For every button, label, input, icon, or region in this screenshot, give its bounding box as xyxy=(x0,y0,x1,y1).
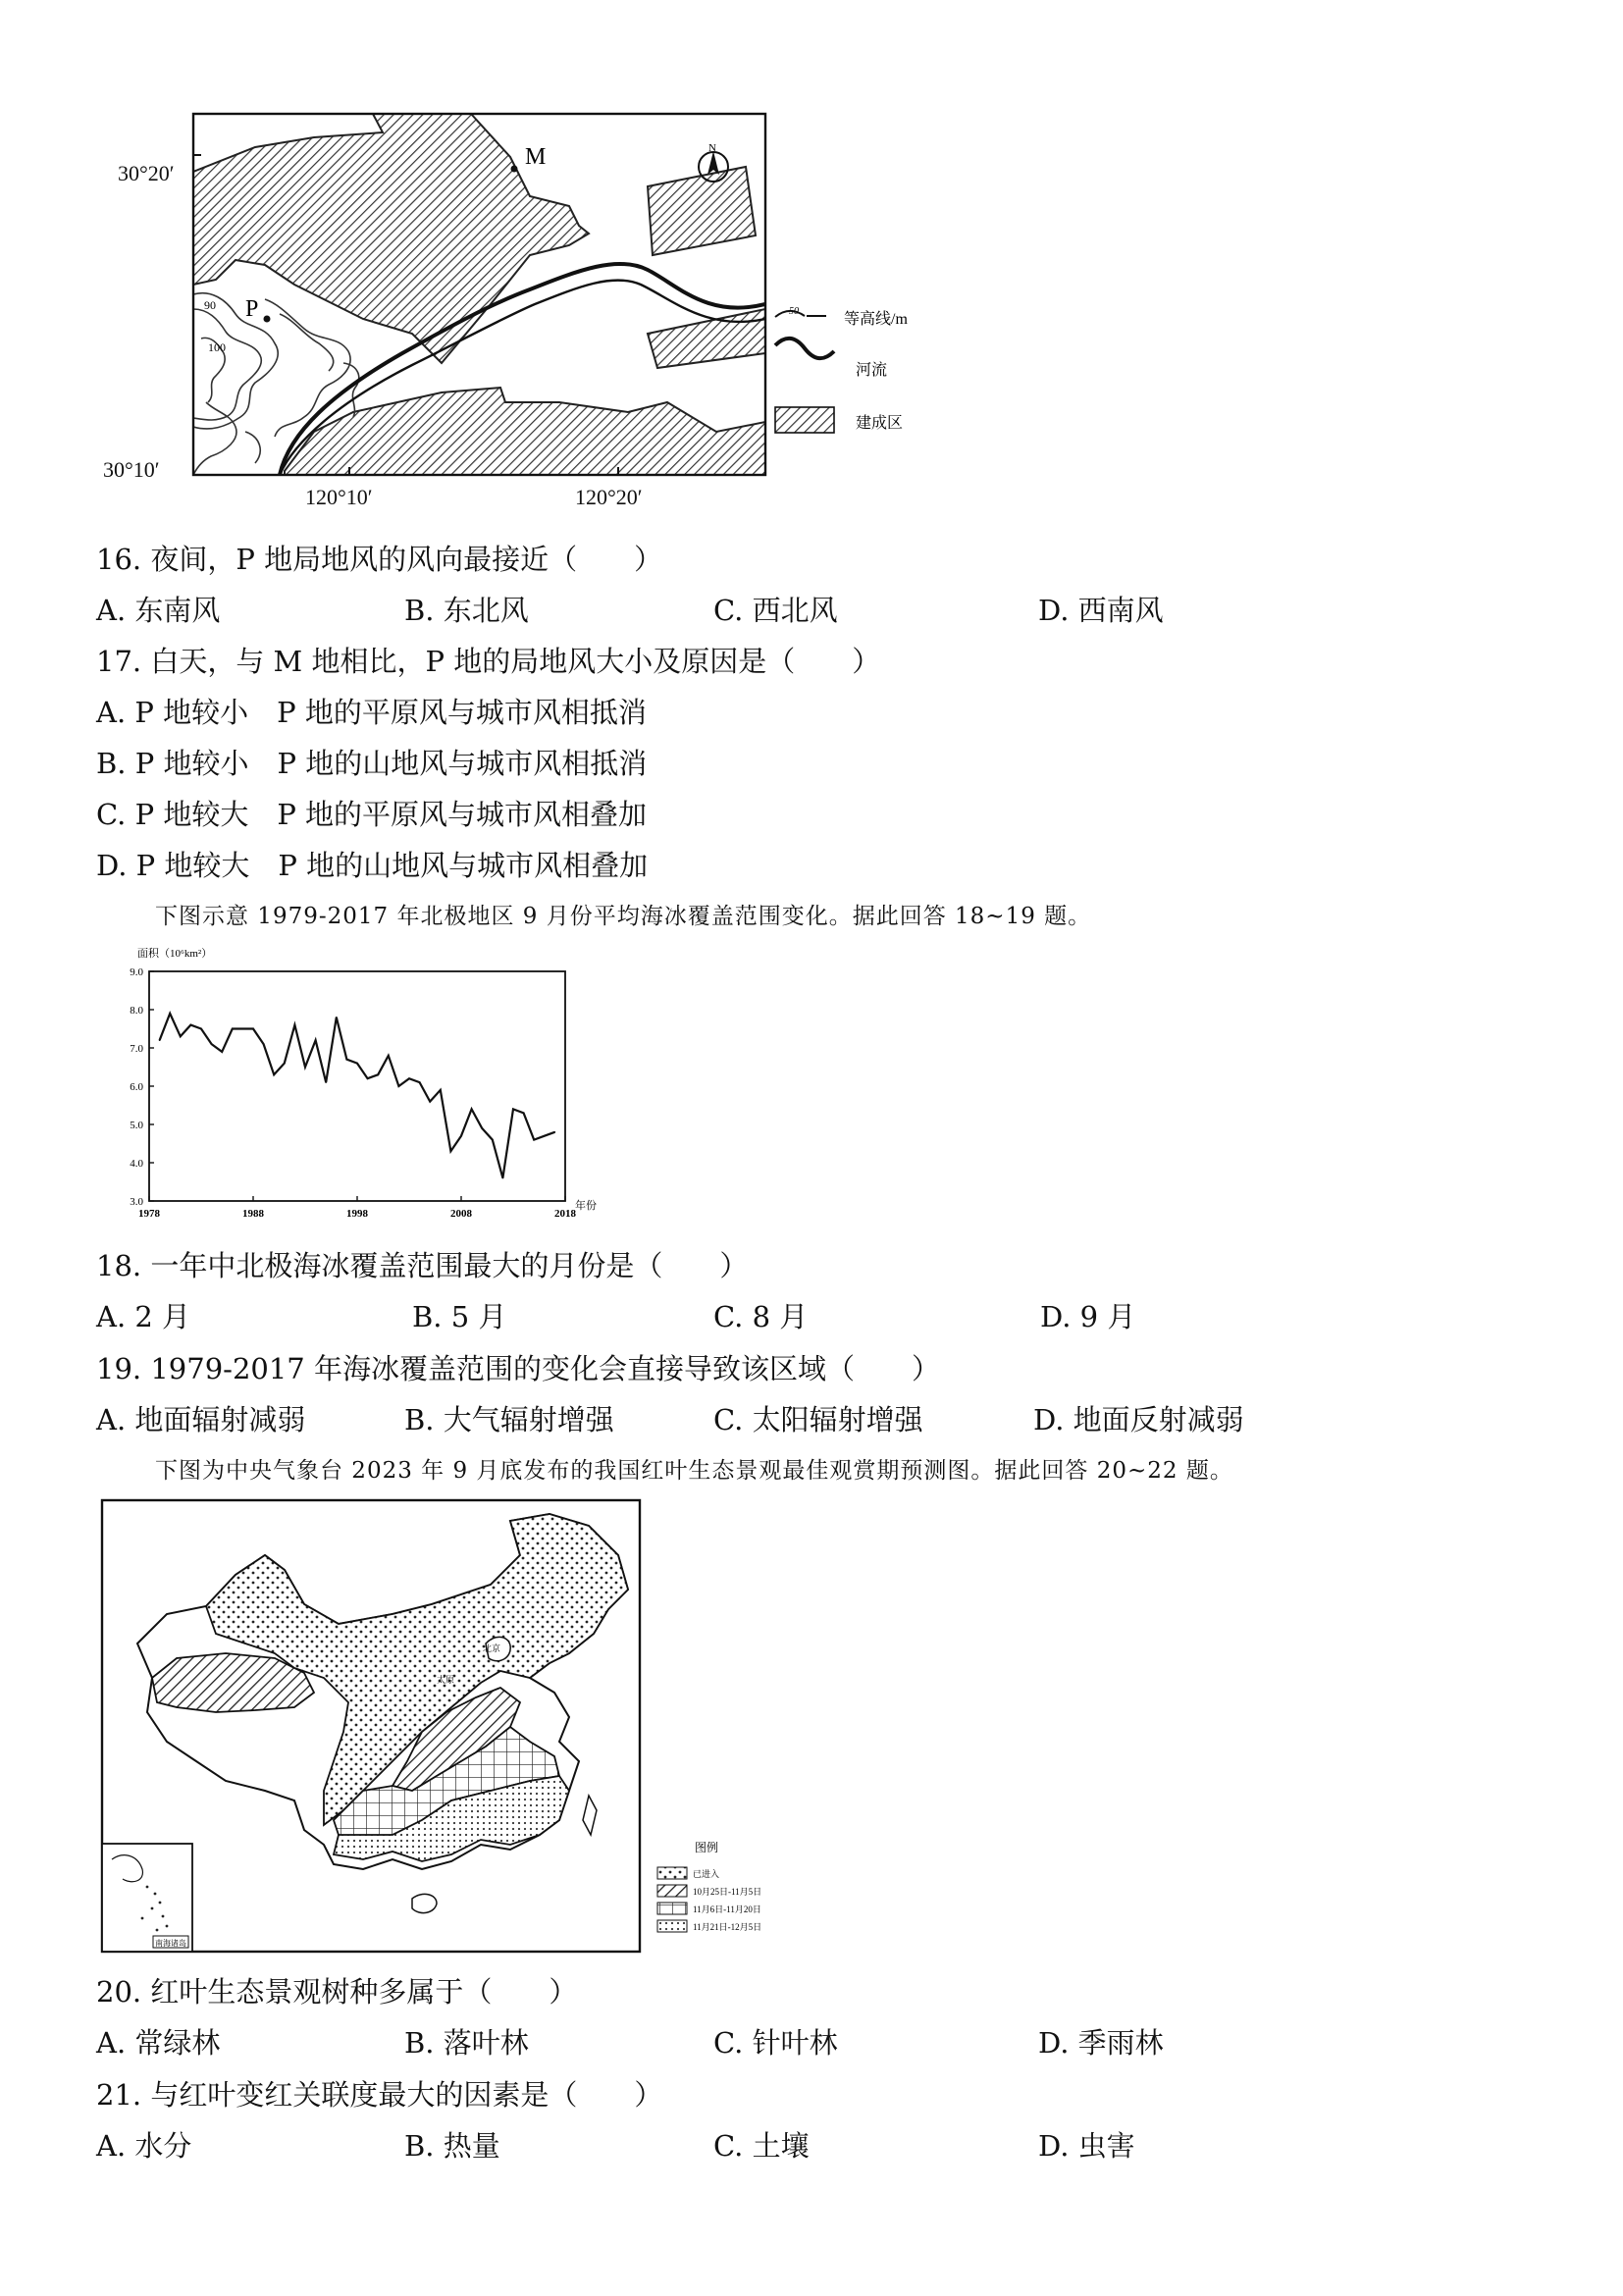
y-tick-label: 7.0 xyxy=(130,1043,143,1055)
map2-legend xyxy=(657,1840,761,1932)
legend-oct25-label: 10月25日-11月5日 xyxy=(693,1887,762,1897)
hainan-island xyxy=(412,1894,437,1912)
q17-option-a[interactable]: A. P 地较小 P 地的平原风与城市风相抵消 xyxy=(96,696,647,729)
lon-right-label: 120°20′ xyxy=(575,485,643,509)
legend-nov21-label: 11月21日-12月5日 xyxy=(693,1922,762,1932)
q16-option-a[interactable]: A. 东南风 xyxy=(96,594,221,627)
q21-option-b[interactable]: B. 热量 xyxy=(404,2129,500,2163)
point-p-label: P xyxy=(245,296,259,322)
chart-frame xyxy=(149,971,565,1201)
lat-top-label: 30°20′ xyxy=(118,161,175,185)
inset-label: 南海诸岛 xyxy=(155,1939,186,1948)
intro-18-19: 下图示意 1979-2017 年北极地区 9 月份平均海冰覆盖范围变化。据此回答 18~19 题。 xyxy=(155,904,1092,929)
y-tick-label: 3.0 xyxy=(130,1196,143,1208)
city-taiyuan: 太原 xyxy=(437,1675,455,1685)
q16-option-d[interactable]: D. 西南风 xyxy=(1038,594,1164,627)
q17-option-d[interactable]: D. P 地较大 P 地的山地风与城市风相叠加 xyxy=(96,849,649,882)
svg-text:50: 50 xyxy=(789,306,799,317)
legend-entered-swatch xyxy=(657,1867,687,1879)
legend-nov21-swatch xyxy=(657,1920,687,1932)
built-area-ne xyxy=(648,167,756,255)
chart-ylabel: 面积（10⁶km²） xyxy=(137,948,213,960)
legend-oct25-swatch xyxy=(657,1885,687,1897)
point-m-dot xyxy=(511,166,518,173)
chart-xlabel: 年份 xyxy=(575,1200,597,1212)
legend-title: 图例 xyxy=(695,1841,719,1854)
q16-option-c[interactable]: C. 西北风 xyxy=(713,594,838,627)
legend-river-label: 河流 xyxy=(856,362,888,379)
question-19-stem: 19. 1979-2017 年海冰覆盖范围的变化会直接导致该区域（ ） xyxy=(96,1352,940,1385)
sea-ice-chart xyxy=(108,942,638,1226)
question-18-stem: 18. 一年中北极海冰覆盖范围最大的月份是（ ） xyxy=(96,1249,749,1282)
q20-option-a[interactable]: A. 常绿林 xyxy=(96,2026,221,2060)
q17-option-b[interactable]: B. P 地较小 P 地的山地风与城市风相抵消 xyxy=(96,747,648,780)
q18-option-c[interactable]: C. 8 月 xyxy=(713,1300,809,1333)
q16-option-b[interactable]: B. 东北风 xyxy=(404,594,529,627)
topo-map xyxy=(103,108,942,509)
x-tick-label: 2018 xyxy=(554,1208,576,1220)
q19-option-d[interactable]: D. 地面反射减弱 xyxy=(1033,1403,1244,1436)
chart-series-line xyxy=(160,1014,555,1178)
q20-option-d[interactable]: D. 季雨林 xyxy=(1038,2026,1164,2060)
question-21-stem: 21. 与红叶变红关联度最大的因素是（ ） xyxy=(96,2078,663,2112)
sea-ice-chart-svg xyxy=(108,942,638,1226)
q21-option-d[interactable]: D. 虫害 xyxy=(1038,2129,1135,2163)
y-tick-label: 5.0 xyxy=(130,1120,143,1131)
map-legend xyxy=(775,306,908,433)
y-tick-label: 9.0 xyxy=(130,966,143,978)
legend-contour-label: 等高线/m xyxy=(844,311,908,328)
x-tick-label: 1998 xyxy=(346,1208,368,1220)
city-beijing: 北京 xyxy=(483,1644,501,1653)
legend-built-icon xyxy=(775,407,834,433)
point-p-dot xyxy=(264,316,271,323)
q18-option-b[interactable]: B. 5 月 xyxy=(412,1300,507,1333)
q19-option-c[interactable]: C. 太阳辐射增强 xyxy=(713,1403,923,1436)
legend-nov6-label: 11月6日-11月20日 xyxy=(693,1905,761,1914)
y-tick-label: 8.0 xyxy=(130,1005,143,1017)
question-16-stem: 16. 夜间，P 地局地风的风向最接近（ ） xyxy=(96,543,663,576)
y-tick-label: 6.0 xyxy=(130,1081,143,1093)
china-map xyxy=(98,1496,805,1957)
topo-map-svg xyxy=(118,108,942,481)
svg-text:N: N xyxy=(708,142,716,154)
question-20-stem: 20. 红叶生态景观树种多属于（ ） xyxy=(96,1975,578,2009)
question-17-stem: 17. 白天，与 M 地相比，P 地的局地风大小及原因是（ ） xyxy=(96,645,881,678)
q20-option-b[interactable]: B. 落叶林 xyxy=(404,2026,529,2060)
contour-label-100: 100 xyxy=(208,340,226,354)
q21-option-a[interactable]: A. 水分 xyxy=(96,2129,192,2163)
q19-option-b[interactable]: B. 大气辐射增强 xyxy=(404,1403,614,1436)
q18-option-d[interactable]: D. 9 月 xyxy=(1040,1300,1136,1333)
legend-built-label: 建成区 xyxy=(856,415,904,432)
y-tick-label: 4.0 xyxy=(130,1158,143,1170)
x-tick-label: 2008 xyxy=(450,1208,472,1220)
q20-option-c[interactable]: C. 针叶林 xyxy=(713,2026,838,2060)
intro-20-22: 下图为中央气象台 2023 年 9 月底发布的我国红叶生态景观最佳观赏期预测图。据此回答 20~22 题。 xyxy=(155,1458,1233,1484)
x-tick-label: 1978 xyxy=(138,1208,160,1220)
china-map-svg xyxy=(98,1496,805,1957)
legend-nov6-swatch xyxy=(657,1903,687,1914)
q17-option-c[interactable]: C. P 地较大 P 地的平原风与城市风相叠加 xyxy=(96,798,648,831)
point-m-label: M xyxy=(525,144,547,170)
lat-bottom-label: 30°10′ xyxy=(103,457,160,482)
x-tick-label: 1988 xyxy=(242,1208,264,1220)
q21-option-c[interactable]: C. 土壤 xyxy=(713,2129,810,2163)
legend-river-icon xyxy=(775,339,834,358)
q18-option-a[interactable]: A. 2 月 xyxy=(96,1300,191,1333)
q19-option-a[interactable]: A. 地面辐射减弱 xyxy=(96,1403,306,1436)
legend-entered-label: 已进入 xyxy=(693,1869,720,1879)
contour-label-90: 90 xyxy=(204,298,216,312)
lon-left-label: 120°10′ xyxy=(305,485,373,509)
built-area-s xyxy=(285,388,765,475)
